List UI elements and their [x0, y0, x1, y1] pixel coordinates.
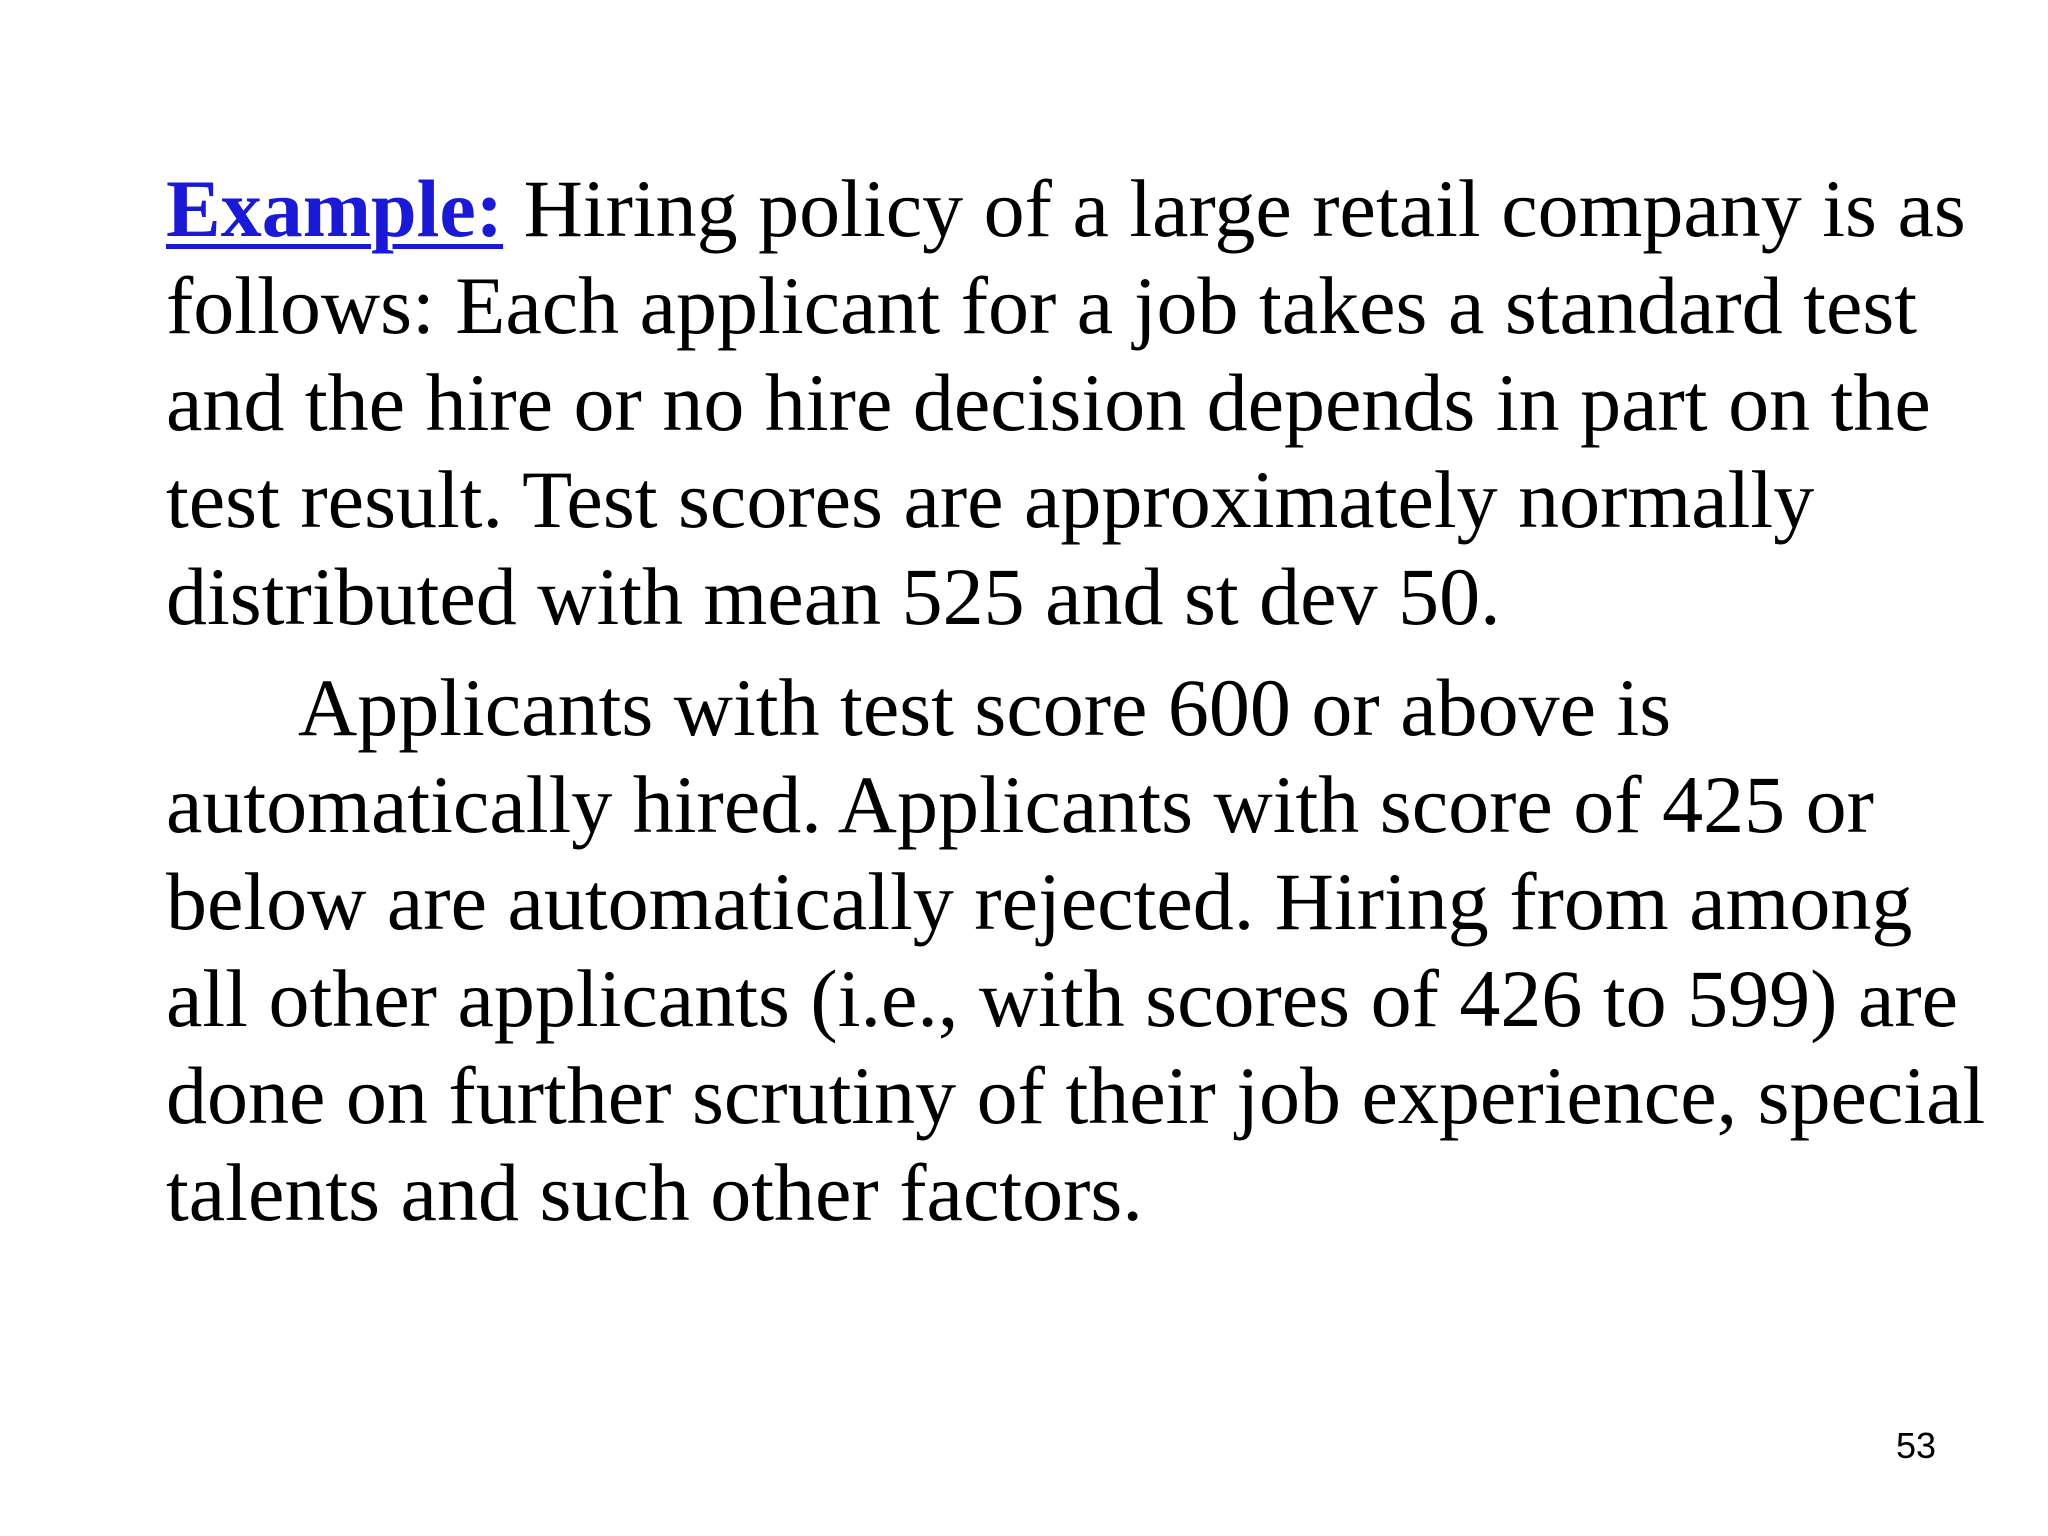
slide-body — [166, 160, 1996, 1241]
page-number: 53 — [1895, 1425, 1936, 1466]
paragraph-hiring-policy-text: Hiring policy of a large retail company is as follows: Each applicant for a job takes a standard test and the hire or no hire decision depends in part on the test result. Test scores are approximately normally distributed with mean 525 and st dev 50. — [166, 163, 1966, 642]
paragraph-hiring-policy — [166, 160, 1996, 645]
paragraph-hiring-rules-text: Applicants with test score 600 or above is automatically hired. Applicants with score of 425 or below are automatically rejected. Hiring from among all other applicants (i.e., with scores of 426 to 599) are done on further scrutiny of their job experience, special talents and such other factors. — [166, 662, 1986, 1238]
example-label: Example: — [166, 163, 504, 254]
paragraph-hiring-rules — [166, 659, 1996, 1241]
